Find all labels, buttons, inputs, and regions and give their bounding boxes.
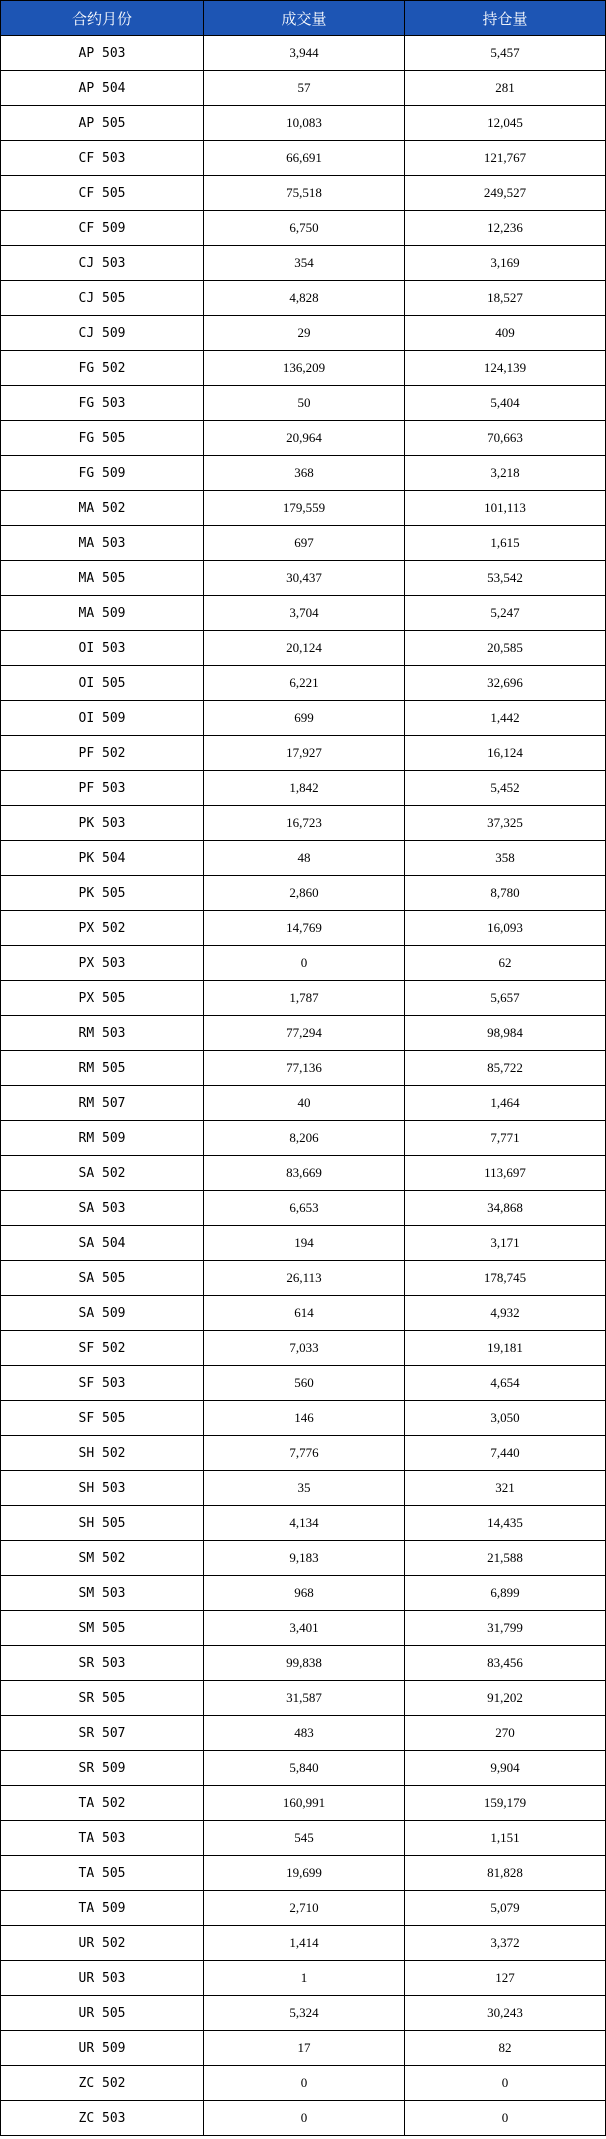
cell-open-interest: 9,904 [405,1751,606,1786]
cell-volume: 146 [204,1401,405,1436]
cell-open-interest: 358 [405,841,606,876]
cell-open-interest: 0 [405,2066,606,2101]
table-row [1,526,606,561]
cell-volume: 3,401 [204,1611,405,1646]
cell-contract: OI 505 [1,666,204,701]
cell-volume: 5,840 [204,1751,405,1786]
cell-open-interest: 32,696 [405,666,606,701]
cell-contract: SR 509 [1,1751,204,1786]
table-row [1,596,606,631]
table-row [1,176,606,211]
cell-open-interest: 113,697 [405,1156,606,1191]
cell-volume: 83,669 [204,1156,405,1191]
cell-contract: CJ 509 [1,316,204,351]
cell-contract: PX 502 [1,911,204,946]
table-row [1,1401,606,1436]
cell-contract: UR 509 [1,2031,204,2066]
cell-open-interest: 34,868 [405,1191,606,1226]
cell-open-interest: 3,050 [405,1401,606,1436]
cell-volume: 14,769 [204,911,405,946]
table-row [1,666,606,701]
cell-contract: RM 507 [1,1086,204,1121]
cell-contract: FG 502 [1,351,204,386]
cell-open-interest: 31,799 [405,1611,606,1646]
cell-volume: 545 [204,1821,405,1856]
cell-volume: 99,838 [204,1646,405,1681]
cell-open-interest: 178,745 [405,1261,606,1296]
cell-open-interest: 85,722 [405,1051,606,1086]
cell-open-interest: 8,780 [405,876,606,911]
cell-contract: CF 505 [1,176,204,211]
cell-open-interest: 81,828 [405,1856,606,1891]
cell-contract: SF 502 [1,1331,204,1366]
table-row [1,1016,606,1051]
cell-contract: PF 502 [1,736,204,771]
table-row [1,1331,606,1366]
table-row [1,771,606,806]
cell-open-interest: 70,663 [405,421,606,456]
cell-open-interest: 5,247 [405,596,606,631]
cell-open-interest: 4,654 [405,1366,606,1401]
cell-volume: 77,294 [204,1016,405,1051]
cell-open-interest: 6,899 [405,1576,606,1611]
cell-volume: 1,787 [204,981,405,1016]
cell-volume: 35 [204,1471,405,1506]
cell-contract: SA 503 [1,1191,204,1226]
cell-volume: 699 [204,701,405,736]
table-header [1,1,606,36]
cell-contract: SH 502 [1,1436,204,1471]
cell-contract: FG 503 [1,386,204,421]
cell-volume: 75,518 [204,176,405,211]
table-row [1,1366,606,1401]
cell-open-interest: 1,464 [405,1086,606,1121]
cell-open-interest: 321 [405,1471,606,1506]
cell-volume: 1,414 [204,1926,405,1961]
table-row [1,1611,606,1646]
cell-contract: CJ 503 [1,246,204,281]
cell-contract: RM 509 [1,1121,204,1156]
cell-volume: 136,209 [204,351,405,386]
table-row [1,2101,606,2136]
table-row [1,981,606,1016]
header-row [1,1,606,36]
cell-contract: ZC 502 [1,2066,204,2101]
cell-contract: MA 509 [1,596,204,631]
cell-volume: 697 [204,526,405,561]
cell-volume: 40 [204,1086,405,1121]
cell-open-interest: 7,771 [405,1121,606,1156]
cell-open-interest: 83,456 [405,1646,606,1681]
cell-open-interest: 7,440 [405,1436,606,1471]
table-row [1,1541,606,1576]
table-row [1,876,606,911]
table-row [1,561,606,596]
cell-open-interest: 101,113 [405,491,606,526]
cell-open-interest: 121,767 [405,141,606,176]
cell-volume: 17 [204,2031,405,2066]
table-row [1,2031,606,2066]
cell-volume: 483 [204,1716,405,1751]
cell-volume: 368 [204,456,405,491]
cell-contract: TA 505 [1,1856,204,1891]
table-row [1,211,606,246]
cell-volume: 30,437 [204,561,405,596]
cell-volume: 7,776 [204,1436,405,1471]
cell-contract: MA 505 [1,561,204,596]
header-volume: 成交量 [204,1,405,36]
table-row [1,1716,606,1751]
cell-open-interest: 4,932 [405,1296,606,1331]
cell-contract: MA 502 [1,491,204,526]
cell-volume: 614 [204,1296,405,1331]
table-row [1,456,606,491]
cell-volume: 77,136 [204,1051,405,1086]
cell-open-interest: 12,236 [405,211,606,246]
cell-volume: 5,324 [204,1996,405,2031]
cell-volume: 26,113 [204,1261,405,1296]
cell-volume: 1,842 [204,771,405,806]
cell-volume: 2,860 [204,876,405,911]
cell-contract: UR 505 [1,1996,204,2031]
cell-volume: 48 [204,841,405,876]
cell-open-interest: 0 [405,2101,606,2136]
table-row [1,1576,606,1611]
cell-volume: 179,559 [204,491,405,526]
cell-open-interest: 12,045 [405,106,606,141]
cell-contract: OI 509 [1,701,204,736]
cell-contract: UR 502 [1,1926,204,1961]
cell-contract: RM 503 [1,1016,204,1051]
cell-contract: PK 505 [1,876,204,911]
table-row [1,1786,606,1821]
cell-volume: 66,691 [204,141,405,176]
table-row [1,1086,606,1121]
cell-contract: SM 503 [1,1576,204,1611]
cell-volume: 31,587 [204,1681,405,1716]
cell-contract: PK 504 [1,841,204,876]
cell-contract: SA 509 [1,1296,204,1331]
cell-open-interest: 16,093 [405,911,606,946]
cell-volume: 16,723 [204,806,405,841]
table-row [1,1751,606,1786]
cell-volume: 8,206 [204,1121,405,1156]
cell-contract: TA 503 [1,1821,204,1856]
table-row [1,141,606,176]
table-row [1,1156,606,1191]
cell-contract: UR 503 [1,1961,204,1996]
cell-contract: SA 505 [1,1261,204,1296]
cell-contract: OI 503 [1,631,204,666]
cell-volume: 3,944 [204,36,405,71]
table-row [1,491,606,526]
cell-open-interest: 3,218 [405,456,606,491]
cell-volume: 0 [204,2066,405,2101]
cell-contract: SA 504 [1,1226,204,1261]
cell-open-interest: 5,452 [405,771,606,806]
cell-volume: 50 [204,386,405,421]
cell-contract: SM 505 [1,1611,204,1646]
table-row [1,1926,606,1961]
table-row [1,71,606,106]
cell-open-interest: 30,243 [405,1996,606,2031]
cell-contract: SA 502 [1,1156,204,1191]
cell-volume: 29 [204,316,405,351]
cell-open-interest: 3,169 [405,246,606,281]
table-row [1,1506,606,1541]
cell-volume: 7,033 [204,1331,405,1366]
table-row [1,386,606,421]
cell-contract: CF 503 [1,141,204,176]
table-row [1,701,606,736]
cell-open-interest: 53,542 [405,561,606,596]
cell-open-interest: 20,585 [405,631,606,666]
table-row [1,1646,606,1681]
table-row [1,1821,606,1856]
cell-volume: 6,221 [204,666,405,701]
cell-volume: 3,704 [204,596,405,631]
cell-open-interest: 5,404 [405,386,606,421]
cell-open-interest: 249,527 [405,176,606,211]
cell-open-interest: 3,171 [405,1226,606,1261]
cell-open-interest: 127 [405,1961,606,1996]
cell-open-interest: 16,124 [405,736,606,771]
cell-contract: SH 505 [1,1506,204,1541]
cell-volume: 160,991 [204,1786,405,1821]
cell-contract: FG 509 [1,456,204,491]
cell-contract: SF 503 [1,1366,204,1401]
table-row [1,1436,606,1471]
table-row [1,36,606,71]
table-row [1,631,606,666]
cell-open-interest: 1,442 [405,701,606,736]
table-row [1,946,606,981]
table-row [1,1226,606,1261]
cell-contract: ZC 503 [1,2101,204,2136]
cell-open-interest: 5,657 [405,981,606,1016]
cell-contract: PX 503 [1,946,204,981]
table-row [1,1296,606,1331]
table-row [1,1856,606,1891]
cell-open-interest: 62 [405,946,606,981]
cell-open-interest: 3,372 [405,1926,606,1961]
cell-open-interest: 18,527 [405,281,606,316]
cell-contract: SM 502 [1,1541,204,1576]
table-row [1,911,606,946]
table-row [1,736,606,771]
table-row [1,2066,606,2101]
table-row [1,806,606,841]
table-row [1,1191,606,1226]
table-row [1,841,606,876]
cell-contract: SR 505 [1,1681,204,1716]
cell-volume: 0 [204,946,405,981]
cell-open-interest: 21,588 [405,1541,606,1576]
table-row [1,1891,606,1926]
cell-contract: SH 503 [1,1471,204,1506]
cell-contract: PX 505 [1,981,204,1016]
cell-open-interest: 409 [405,316,606,351]
cell-volume: 968 [204,1576,405,1611]
cell-open-interest: 14,435 [405,1506,606,1541]
cell-volume: 4,828 [204,281,405,316]
cell-volume: 0 [204,2101,405,2136]
cell-volume: 20,964 [204,421,405,456]
cell-contract: CF 509 [1,211,204,246]
cell-contract: AP 504 [1,71,204,106]
cell-contract: AP 505 [1,106,204,141]
cell-volume: 9,183 [204,1541,405,1576]
cell-volume: 560 [204,1366,405,1401]
table-row [1,1996,606,2031]
cell-open-interest: 37,325 [405,806,606,841]
cell-volume: 20,124 [204,631,405,666]
cell-contract: MA 503 [1,526,204,561]
cell-volume: 6,653 [204,1191,405,1226]
table-row [1,316,606,351]
cell-contract: CJ 505 [1,281,204,316]
table-row [1,1121,606,1156]
cell-contract: SR 503 [1,1646,204,1681]
table-row [1,1961,606,1996]
cell-volume: 1 [204,1961,405,1996]
cell-volume: 57 [204,71,405,106]
table-row [1,246,606,281]
table-row [1,1261,606,1296]
cell-open-interest: 82 [405,2031,606,2066]
cell-open-interest: 1,615 [405,526,606,561]
table-row [1,351,606,386]
cell-open-interest: 124,139 [405,351,606,386]
cell-open-interest: 5,457 [405,36,606,71]
cell-contract: SR 507 [1,1716,204,1751]
cell-volume: 19,699 [204,1856,405,1891]
cell-open-interest: 98,984 [405,1016,606,1051]
cell-contract: AP 503 [1,36,204,71]
table-row [1,106,606,141]
cell-volume: 6,750 [204,211,405,246]
header-contract-month: 合约月份 [1,1,204,36]
cell-volume: 10,083 [204,106,405,141]
cell-contract: PK 503 [1,806,204,841]
cell-contract: TA 502 [1,1786,204,1821]
cell-contract: RM 505 [1,1051,204,1086]
table-row [1,1681,606,1716]
cell-volume: 354 [204,246,405,281]
cell-open-interest: 1,151 [405,1821,606,1856]
cell-open-interest: 19,181 [405,1331,606,1366]
table-row [1,281,606,316]
table-body [1,36,606,2136]
table-row [1,421,606,456]
cell-open-interest: 159,179 [405,1786,606,1821]
cell-contract: SF 505 [1,1401,204,1436]
cell-contract: TA 509 [1,1891,204,1926]
cell-volume: 194 [204,1226,405,1261]
table-row [1,1471,606,1506]
cell-open-interest: 281 [405,71,606,106]
table-row [1,1051,606,1086]
cell-open-interest: 270 [405,1716,606,1751]
cell-contract: FG 505 [1,421,204,456]
cell-volume: 2,710 [204,1891,405,1926]
cell-contract: PF 503 [1,771,204,806]
cell-volume: 17,927 [204,736,405,771]
cell-open-interest: 5,079 [405,1891,606,1926]
cell-volume: 4,134 [204,1506,405,1541]
cell-open-interest: 91,202 [405,1681,606,1716]
header-open-interest: 持仓量 [405,1,606,36]
